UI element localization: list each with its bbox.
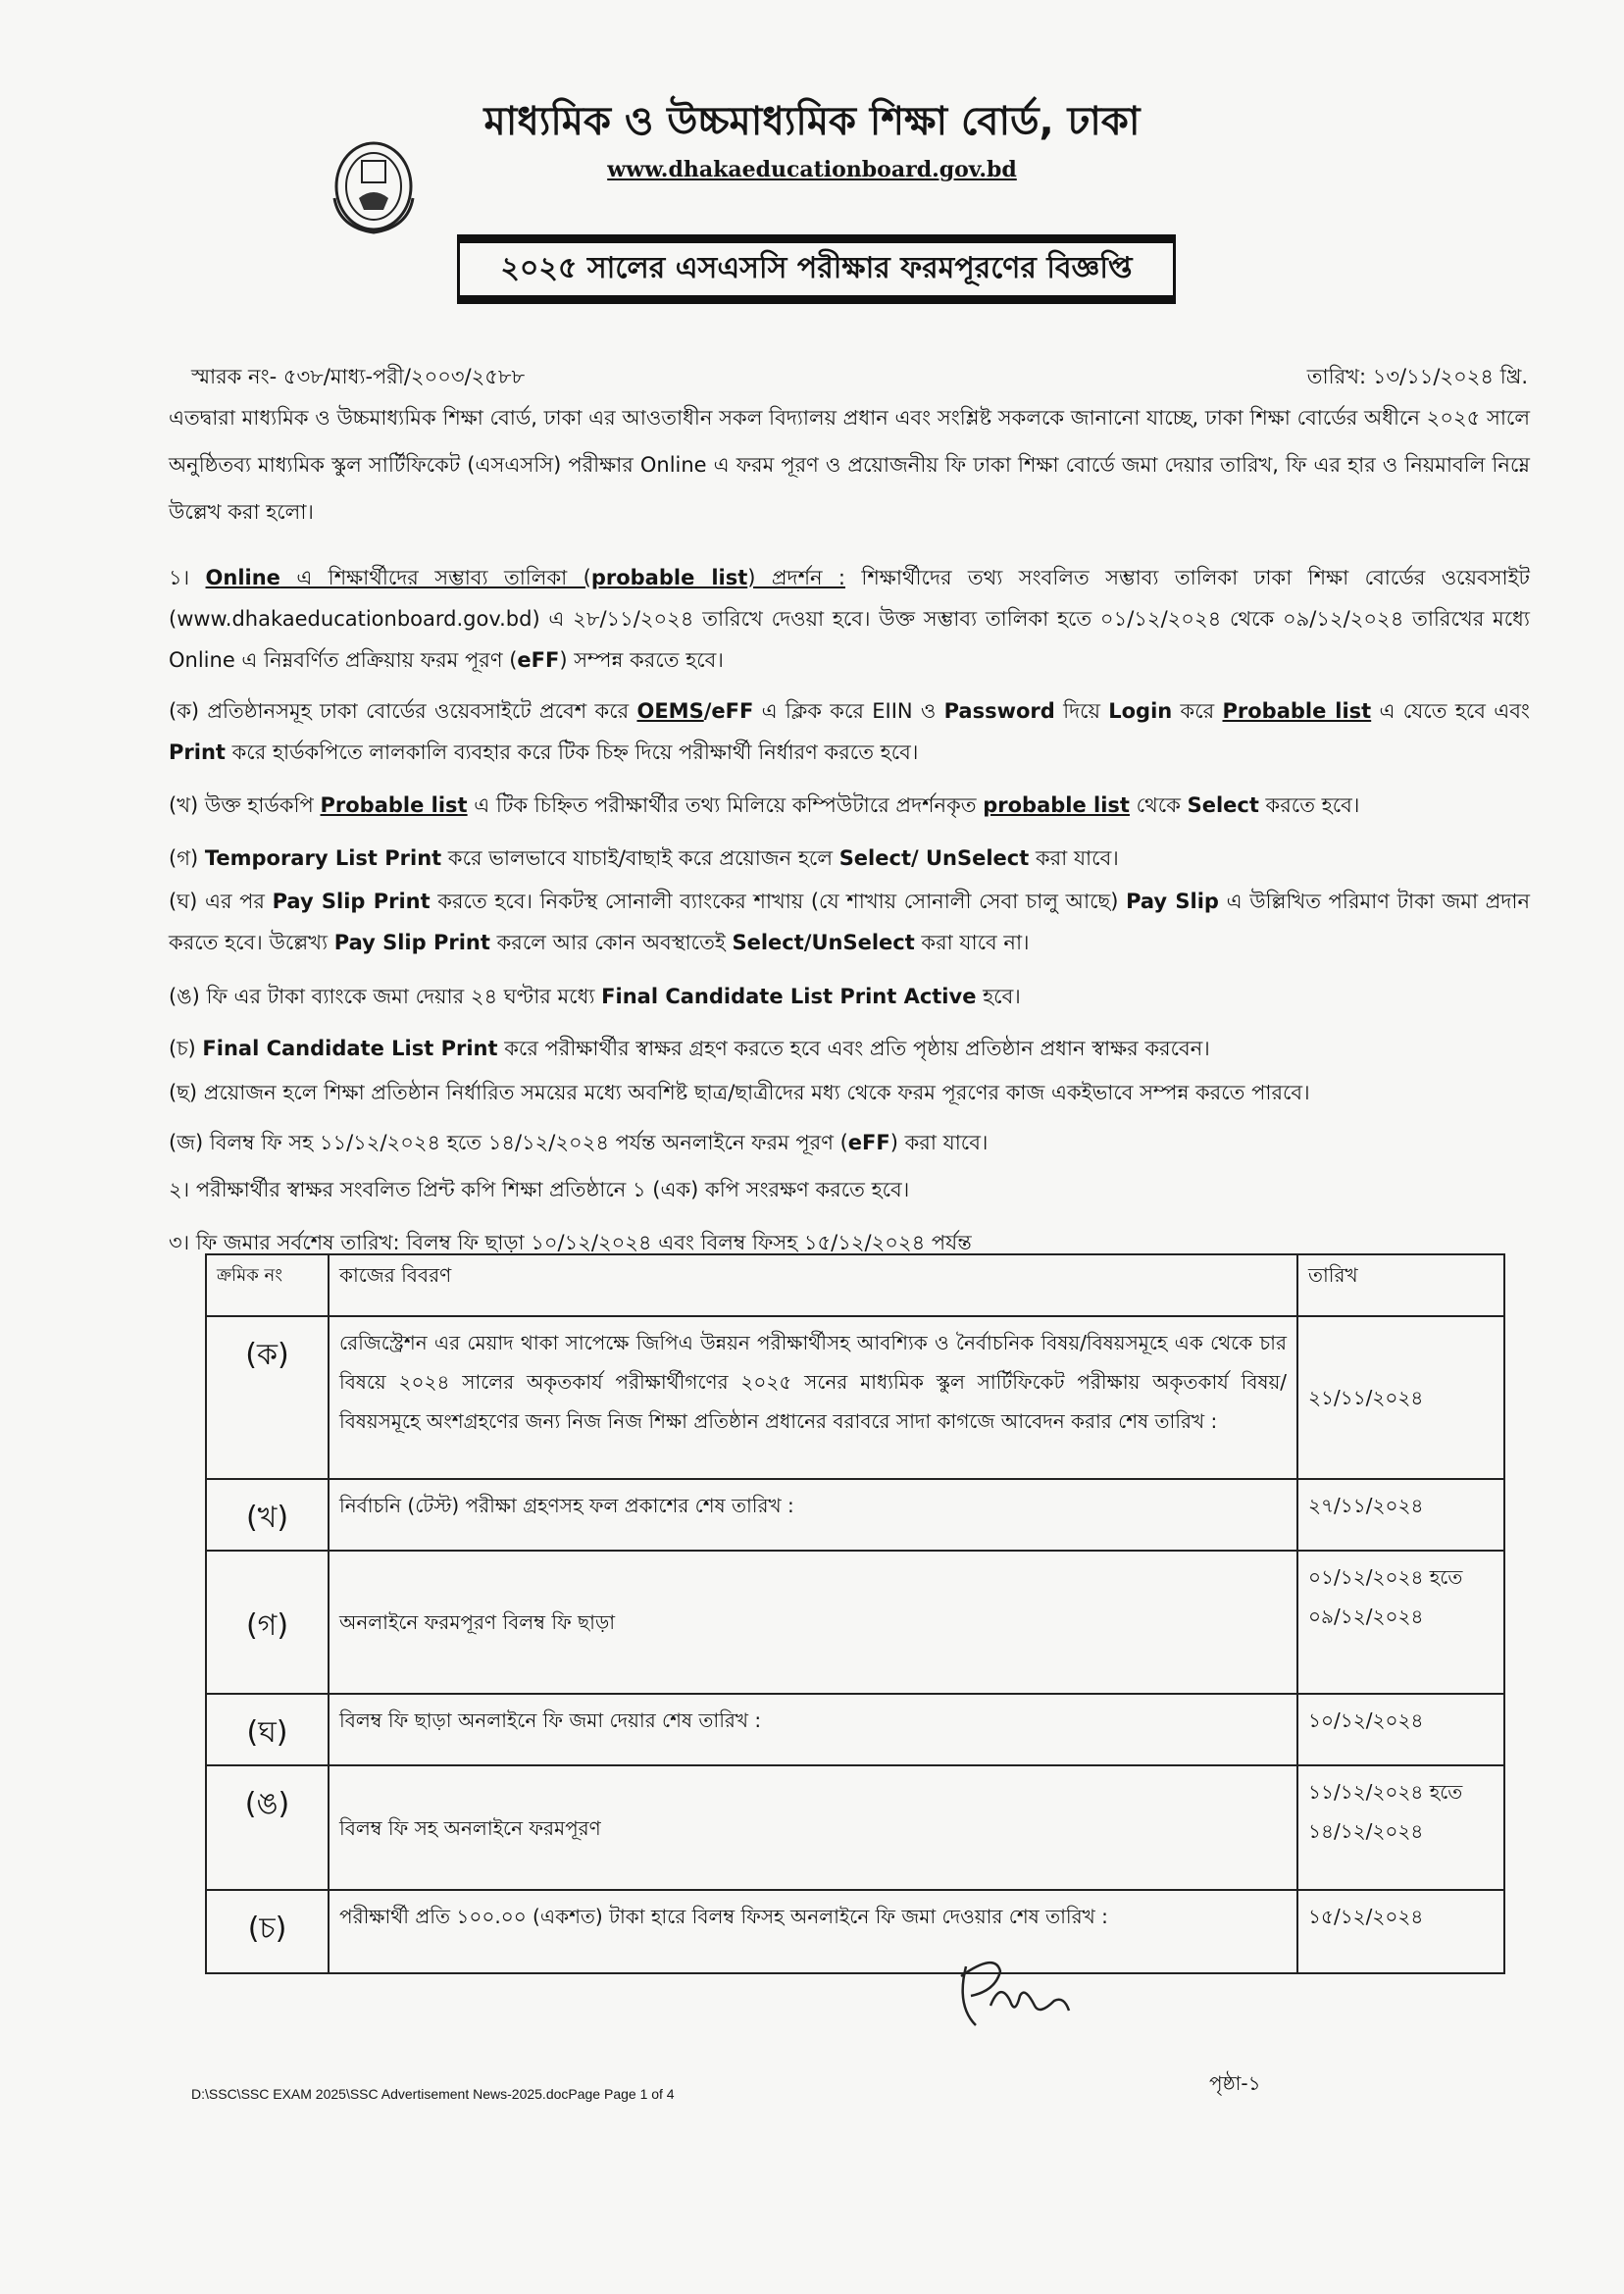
page-number: পৃষ্ঠা-১ bbox=[1209, 2071, 1261, 2095]
instruction-item bbox=[169, 976, 1530, 1017]
instruction-text: করে ভালভাবে যাচাই/বাছাই করে প্রয়োজন হলে bbox=[441, 846, 839, 870]
instruction-text: eFF bbox=[517, 648, 560, 672]
instruction-item bbox=[169, 785, 1530, 826]
instruction-text: এ শিক্ষার্থীদের সম্ভাব্য তালিকা ( bbox=[279, 566, 591, 589]
table-row bbox=[206, 1890, 1504, 1973]
row-serial: (ঙ) bbox=[206, 1765, 329, 1890]
instruction-text: করা যাবে। bbox=[1029, 846, 1119, 870]
row-date: ২১/১১/২০২৪ bbox=[1297, 1316, 1504, 1479]
instruction-text: eFF bbox=[847, 1131, 890, 1154]
instruction-item bbox=[169, 557, 1530, 681]
instruction-text: ১। bbox=[169, 566, 206, 589]
instruction-text: Select/UnSelect bbox=[732, 931, 915, 954]
instruction-item bbox=[169, 690, 1530, 773]
instruction-text: ) প্রদর্শন : bbox=[747, 566, 845, 589]
instruction-text: Final Candidate List Print bbox=[202, 1037, 498, 1060]
table-row bbox=[206, 1479, 1504, 1551]
instruction-text: (খ) উক্ত হার্ডকপি bbox=[169, 793, 321, 817]
instruction-text: করা যাবে না। bbox=[914, 931, 1030, 954]
file-path-footer: D:\SSC\SSC EXAM 2025\SSC Advertisement News-2025.docPage Page 1 of 4 bbox=[191, 2086, 675, 2102]
row-date: ২৭/১১/২০২৪ bbox=[1297, 1479, 1504, 1551]
instruction-text: করতে হবে। নিকটস্থ সোনালী ব্যাংকের শাখায় (যে শাখায় সোনালী সেবা চালু আছে) bbox=[430, 890, 1127, 913]
instruction-text: করলে আর কোন অবস্থাতেই bbox=[489, 931, 733, 954]
instruction-text: হবে। bbox=[976, 985, 1021, 1008]
row-date: ১৫/১২/২০২৪ bbox=[1297, 1890, 1504, 1973]
instruction-text: এ ক্লিক করে EIIN ও bbox=[753, 699, 944, 723]
instruction-text: Select bbox=[1187, 793, 1259, 817]
notice-date: তারিখ: ১৩/১১/২০২৪ খ্রি. bbox=[1306, 365, 1528, 388]
instruction-text: Select/ UnSelect bbox=[838, 846, 1030, 870]
instruction-item bbox=[169, 1169, 1530, 1210]
header-description: কাজের বিবরণ bbox=[329, 1254, 1297, 1316]
instruction-text: Probable list bbox=[320, 793, 468, 817]
instruction-text: OEMS bbox=[636, 699, 704, 723]
row-serial: (ঘ) bbox=[206, 1694, 329, 1765]
row-description: বিলম্ব ফি সহ অনলাইনে ফরমপূরণ bbox=[329, 1765, 1297, 1890]
instruction-text: করে পরীক্ষার্থীর স্বাক্ষর গ্রহণ করতে হবে এবং প্রতি পৃষ্ঠায় প্রতিষ্ঠান প্রধান স্বাক্ষর করবেন। bbox=[497, 1037, 1210, 1060]
instruction-item bbox=[169, 838, 1530, 879]
row-description: পরীক্ষার্থী প্রতি ১০০.০০ (একশত) টাকা হারে বিলম্ব ফিসহ অনলাইনে ফি জমা দেওয়ার শেষ তারিখ : bbox=[329, 1890, 1297, 1973]
row-description: অনলাইনে ফরমপূরণ বিলম্ব ফি ছাড়া bbox=[329, 1551, 1297, 1694]
instruction-text: করে bbox=[1172, 699, 1223, 723]
row-description: রেজিস্ট্রেশন এর মেয়াদ থাকা সাপেক্ষে জিপিএ উন্নয়ন পরীক্ষার্থীসহ আবশ্যিক ও নৈর্বাচনিক বিষয়/বিষয়সমূহে এক থেকে চার বিষয়ে ২০২৪ সালের অকৃতকার্য পরীক্ষার্থীগণের ২০২৫ সনের মাধ্যমিক স্কুল সার্টিফিকেট পরীক্ষায় অকৃতকার্য বিষয়/বিষয়সমূহে অংশগ্রহণের জন্য নিজ নিজ শিক্ষা প্রতিষ্ঠান প্রধানের বরাবরে সাদা কাগজে আবেদন করার শেষ তারিখ : bbox=[329, 1316, 1297, 1479]
instruction-text: (ঘ) এর পর bbox=[169, 890, 273, 913]
instruction-text: Probable list bbox=[1222, 699, 1372, 723]
instruction-text: probable list bbox=[983, 793, 1130, 817]
row-serial: (ক) bbox=[206, 1316, 329, 1479]
intro-paragraph: এতদ্বারা মাধ্যমিক ও উচ্চমাধ্যমিক শিক্ষা বোর্ড, ঢাকা এর আওতাধীন সকল বিদ্যালয় প্রধান এবং সংশ্লিষ্ট সকলকে জানানো যাচ্ছে, ঢাকা শিক্ষা বোর্ডের অধীনে ২০২৫ সালে অনুষ্ঠিতব্য মাধ্যমিক স্কুল সার্টিফিকেট (এসএসসি) পরীক্ষার Online এ ফরম পূরণ ও প্রয়োজনীয় ফি ঢাকা শিক্ষা বোর্ডে জমা দেয়ার তারিখ, ফি এর হার ও নিয়মাবলি নিম্নে উল্লেখ করা হলো। bbox=[169, 406, 1530, 524]
schedule-table bbox=[205, 1253, 1505, 1974]
instruction-item bbox=[169, 881, 1530, 963]
instruction-item bbox=[169, 1028, 1530, 1069]
instruction-text: (ক) প্রতিষ্ঠানসমূহ ঢাকা বোর্ডের ওয়েবসাইটে প্রবেশ করে bbox=[169, 699, 637, 723]
instruction-text: Pay Slip bbox=[1126, 890, 1219, 913]
instruction-text: (গ) bbox=[169, 846, 205, 870]
instruction-text: ৩। ফি জমার সর্বশেষ তারিখ: বিলম্ব ফি ছাড়া ১০/১২/২০২৪ এবং বিলম্ব ফিসহ ১৫/১২/২০২৪ পর্যন্ত bbox=[169, 1231, 972, 1254]
board-name: মাধ্যমিক ও উচ্চমাধ্যমিক শিক্ষা বোর্ড, ঢাকা bbox=[483, 99, 1141, 144]
instruction-item bbox=[169, 1122, 1530, 1163]
instruction-text: (জ) বিলম্ব ফি সহ ১১/১২/২০২৪ হতে ১৪/১২/২০২৪ পর্যন্ত অনলাইনে ফরম পূরণ ( bbox=[169, 1131, 848, 1154]
instruction-text: (চ) bbox=[169, 1037, 203, 1060]
instruction-text: এ উল্লিখিত পরিমাণ টাকা জমা প্রদান করতে হবে। উল্লেখ্য bbox=[169, 890, 1531, 954]
instruction-text: থেকে bbox=[1129, 793, 1188, 817]
instruction-text: Password bbox=[943, 699, 1055, 723]
row-date: ১১/১২/২০২৪ হতে ১৪/১২/২০২৪ bbox=[1297, 1765, 1504, 1890]
instruction-text: (ঙ) ফি এর টাকা ব্যাংকে জমা দেয়ার ২৪ ঘণ্টার মধ্যে bbox=[169, 985, 602, 1008]
instruction-text: Temporary List Print bbox=[204, 846, 442, 870]
row-serial: (চ) bbox=[206, 1890, 329, 1973]
row-serial: (গ) bbox=[206, 1551, 329, 1694]
instruction-text: /eFF bbox=[703, 699, 754, 723]
row-date: ১০/১২/২০২৪ bbox=[1297, 1694, 1504, 1765]
instruction-text: এ টিক চিহ্নিত পরীক্ষার্থীর তথ্য মিলিয়ে কম্পিউটারে প্রদর্শনকৃত bbox=[467, 793, 984, 817]
header-serial: ক্রমিক নং bbox=[206, 1254, 329, 1316]
notice-title: ২০২৫ সালের এসএসসি পরীক্ষার ফরমপূরণের বিজ্ঞপ্তি bbox=[457, 234, 1176, 304]
instruction-text: শিক্ষার্থীদের তথ্য সংবলিত সম্ভাব্য তালিকা ঢাকা শিক্ষা বোর্ডের ওয়েবসাইট (www.dhakaeducationboard.gov.bd) এ ২৮/১১/২০২৪ তারিখে দেওয়া হবে। উক্ত সম্ভাব্য তালিকা হতে ০১/১২/২০২৪ থেকে ০৯/১২/২০২৪ তারিখের মধ্যে Online এ নিম্নবর্ণিত প্রক্রিয়ায় ফরম পূরণ ( bbox=[169, 566, 1530, 672]
table-header-row bbox=[206, 1254, 1504, 1316]
instruction-text: Pay Slip Print bbox=[272, 890, 431, 913]
table-row bbox=[206, 1551, 1504, 1694]
row-description: নির্বাচনি (টেস্ট) পরীক্ষা গ্রহণসহ ফল প্রকাশের শেষ তারিখ : bbox=[329, 1479, 1297, 1551]
instruction-text: Login bbox=[1108, 699, 1173, 723]
instruction-text: Online bbox=[205, 566, 280, 589]
instruction-text: Pay Slip Print bbox=[333, 931, 490, 954]
memo-number: স্মারক নং- ৫৩৮/মাধ্য-পরী/২০০৩/২৫৮৮ bbox=[191, 365, 526, 388]
instruction-text: ) সম্পন্ন করতে হবে। bbox=[559, 648, 724, 672]
table-row bbox=[206, 1765, 1504, 1890]
signature bbox=[946, 1947, 1084, 2035]
instruction-text: করে হার্ডকপিতে লালকালি ব্যবহার করে টিক চিহ্ন দিয়ে পরীক্ষার্থী নির্ধারণ করতে হবে। bbox=[225, 740, 919, 764]
header-date: তারিখ bbox=[1297, 1254, 1504, 1316]
instruction-text: Print bbox=[169, 740, 226, 764]
table-row bbox=[206, 1316, 1504, 1479]
instruction-text: (ছ) প্রয়োজন হলে শিক্ষা প্রতিষ্ঠান নির্ধারিত সময়ের মধ্যে অবশিষ্ট ছাত্র/ছাত্রীদের মধ্য থেকে ফরম পূরণের কাজ একইভাবে সম্পন্ন করতে পারবে। bbox=[169, 1081, 1310, 1104]
instruction-text: এ যেতে হবে এবং bbox=[1371, 699, 1530, 723]
table-row bbox=[206, 1694, 1504, 1765]
instruction-item bbox=[169, 1072, 1530, 1113]
instruction-text: ২। পরীক্ষার্থীর স্বাক্ষর সংবলিত প্রিন্ট কপি শিক্ষা প্রতিষ্ঠানে ১ (এক) কপি সংরক্ষণ করতে হবে। bbox=[169, 1178, 910, 1201]
row-date: ০১/১২/২০২৪ হতে ০৯/১২/২০২৪ bbox=[1297, 1551, 1504, 1694]
instruction-text: probable list bbox=[590, 566, 748, 589]
website-link[interactable]: www.dhakaeducationboard.gov.bd bbox=[607, 157, 1017, 182]
row-description: বিলম্ব ফি ছাড়া অনলাইনে ফি জমা দেয়ার শেষ তারিখ : bbox=[329, 1694, 1297, 1765]
instruction-text: ) করা যাবে। bbox=[889, 1131, 989, 1154]
instruction-text: Final Candidate List Print Active bbox=[601, 985, 977, 1008]
row-serial: (খ) bbox=[206, 1479, 329, 1551]
instruction-text: করতে হবে। bbox=[1258, 793, 1360, 817]
instruction-text: দিয়ে bbox=[1054, 699, 1109, 723]
